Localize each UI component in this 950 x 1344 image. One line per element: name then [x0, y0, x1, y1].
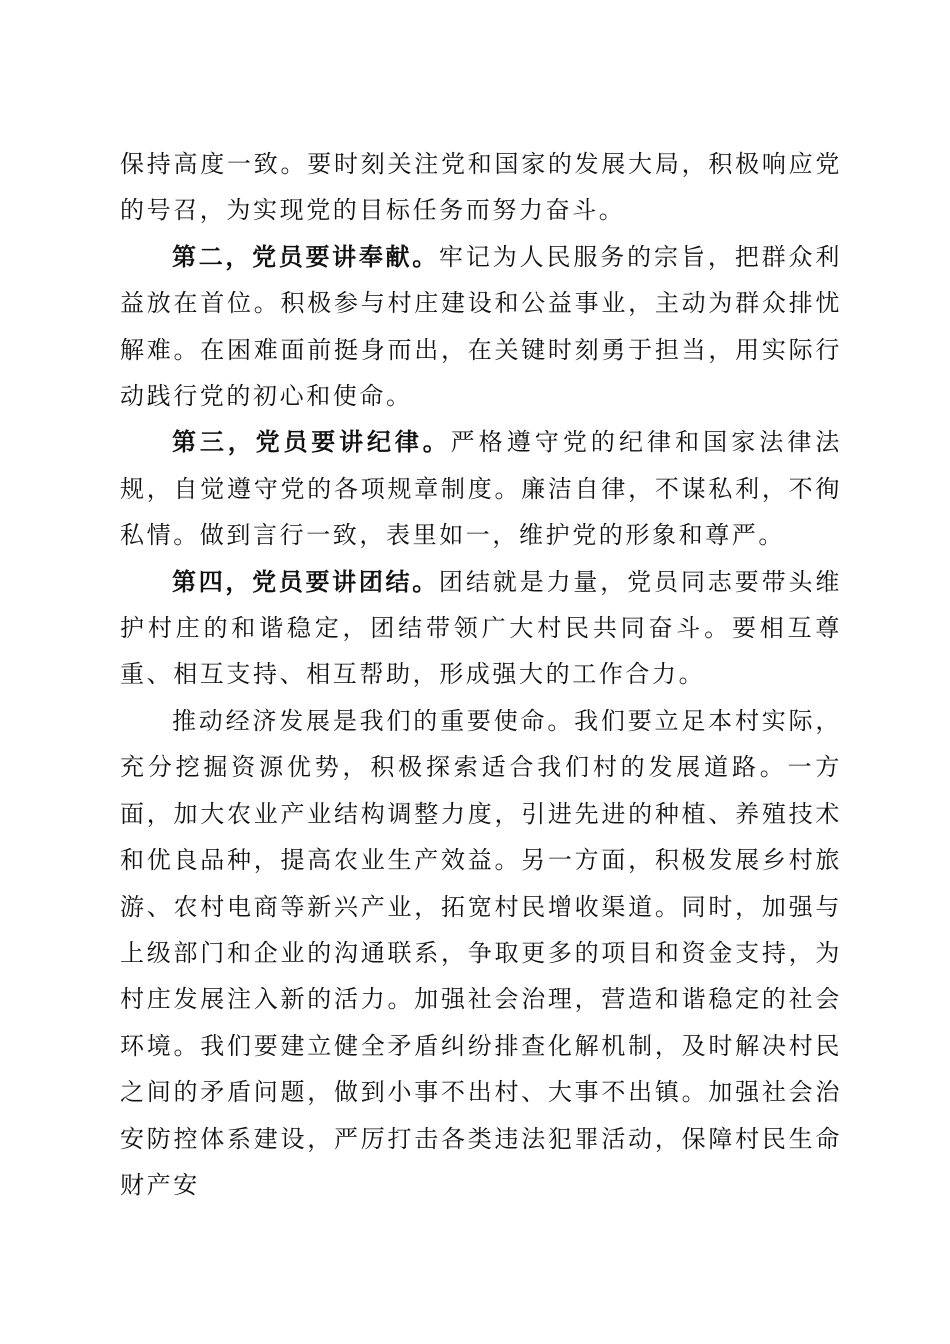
- document-body: [120, 141, 842, 1208]
- paragraph-text: 牢记为人民服务的宗旨，把群众利益放在首位。积极参与村庄建设和公益事业，主动为群众排忧解难。在困难面前挺身而出，在关键时刻勇于担当，用实际行动践行党的初心和使命。: [120, 242, 843, 411]
- paragraph-lead: 第四，党员要讲团结。: [172, 567, 439, 596]
- paragraph-economy: [120, 698, 842, 1208]
- paragraph-unity: [120, 559, 842, 698]
- paragraph-continuation: [120, 141, 842, 234]
- paragraph-dedication: [120, 234, 842, 420]
- paragraph-discipline: [120, 419, 842, 558]
- paragraph-lead: 第二，党员要讲奉献。: [172, 242, 439, 271]
- paragraph-text: 严格遵守党的纪律和国家法律法规，自觉遵守党的各项规章制度。廉洁自律，不谋私利，不徇私情。做到言行一致，表里如一，维护党的形象和尊严。: [120, 428, 842, 550]
- paragraph-text: 保持高度一致。要时刻关注党和国家的发展大局，积极响应党的号召，为实现党的目标任务而努力奋斗。: [120, 150, 842, 225]
- paragraph-text: 团结就是力量，党员同志要带头维护村庄的和谐稳定，团结带领广大村民共同奋斗。要相互尊重、相互支持、相互帮助，形成强大的工作合力。: [120, 567, 843, 689]
- paragraph-text: 推动经济发展是我们的重要使命。我们要立足本村实际，充分挖掘资源优势，积极探索适合我们村的发展道路。一方面，加大农业产业结构调整力度，引进先进的种植、养殖技术和优良品种，提高农业生产效益。另一方面，积极发展乡村旅游、农村电商等新兴产业，拓宽村民增收渠道。同时，加强与上级部门和企业的沟通联系，争取更多的项目和资金支持，为村庄发展注入新的活力。加强社会治理，营造和谐稳定的社会环境。我们要建立健全矛盾纠纷排查化解机制，及时解决村民之间的矛盾问题，做到小事不出村、大事不出镇。加强社会治安防控体系建设，严厉打击各类违法犯罪活动，保障村民生命财产安: [120, 706, 842, 1199]
- paragraph-lead: 第三，党员要讲纪律。: [172, 428, 451, 457]
